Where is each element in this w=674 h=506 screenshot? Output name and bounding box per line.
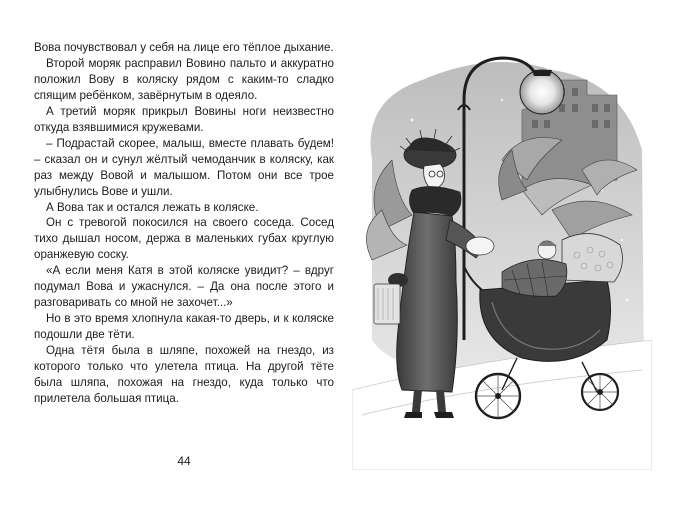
- paragraph: А третий моряк прикрыл Вовины ноги неизвестно откуда взявшимися кружевами.: [34, 104, 334, 134]
- paragraph: «А если меня Катя в этой коляске увидит? – вдруг подумал Вова и ужаснулся. – Да она после этого и разговаривать со мной не захочет...»: [34, 264, 334, 310]
- paragraph: Он с тревогой покосился на своего соседа. Сосед тихо дышал носом, держа в маленьких губах круглую оранжевую соску.: [34, 216, 334, 262]
- page-number: 44: [177, 454, 191, 468]
- paragraph: Но в это время хлопнула какая-то дверь, и к коляске подошли две тёти.: [34, 312, 334, 342]
- paragraph: Вова почувствовал у себя на лице его тёплое дыхание.: [34, 41, 334, 54]
- paragraph: – Подрастай скорее, малыш, вместе плавать будем! – сказал он и сунул жёлтый чемоданчик в коляску, как раз между Вовой и малышом. Потом они все трое улыбнулись Вове и ушли.: [34, 136, 334, 198]
- paragraph: Одна тётя была в шляпе, похожей на гнездо, из которого только что улетела птица. На другой тёте была шляпа, похожая на гнездо, куда только что прилетела большая птица.: [34, 344, 334, 405]
- paragraph: Второй моряк расправил Вовино пальто и аккуратно положил Вову в коляску рядом с каким-то сладко спящим ребёнком, завёрнутым в одеяло.: [34, 56, 334, 102]
- text-column: [34, 40, 334, 407]
- paragraph: А Вова так и остался лежать в коляске.: [46, 200, 259, 214]
- illustration: [352, 40, 652, 470]
